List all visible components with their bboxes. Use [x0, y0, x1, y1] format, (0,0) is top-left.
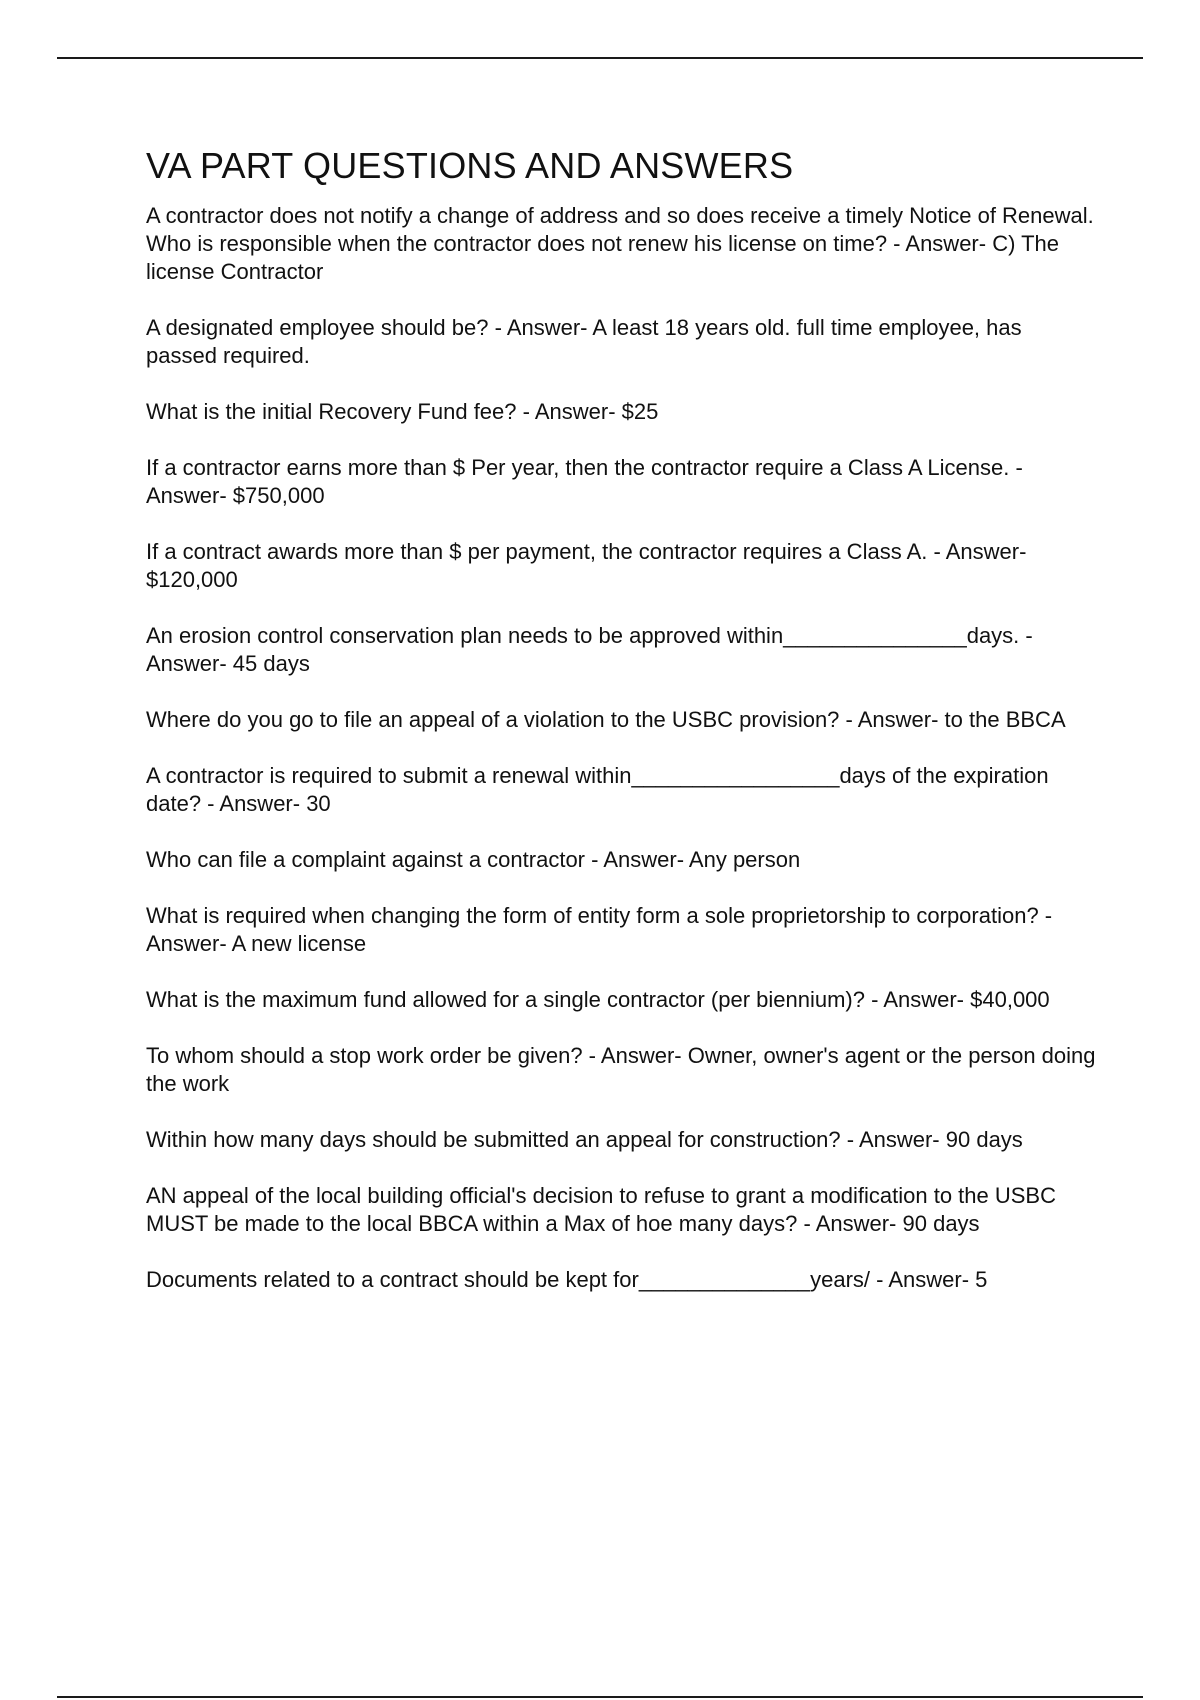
qa-item: A designated employee should be? - Answer- A least 18 years old. full time employee, has passed required.	[146, 315, 1022, 368]
qa-item: What is the initial Recovery Fund fee? - Answer- $25	[146, 399, 659, 424]
document-body	[146, 142, 1096, 1322]
qa-item: Documents related to a contract should be kept for______________years/ - Answer- 5	[146, 1267, 988, 1292]
qa-item: Within how many days should be submitted an appeal for construction? - Answer- 90 days	[146, 1127, 1023, 1152]
qa-item: To whom should a stop work order be given? - Answer- Owner, owner's agent or the person doing the work	[146, 1043, 1096, 1096]
qa-item: If a contractor earns more than $ Per year, then the contractor require a Class A License. - Answer- $750,000	[146, 455, 1023, 508]
qa-item: Where do you go to file an appeal of a violation to the USBC provision? - Answer- to the BBCA	[146, 707, 1066, 732]
page-title: VA PART QUESTIONS AND ANSWERS	[146, 145, 794, 186]
qa-item: A contractor does not notify a change of address and so does receive a timely Notice of Renewal. Who is responsible when the contractor does not renew his license on time? - Answer- C) The license Contractor	[146, 203, 1094, 284]
qa-item: If a contract awards more than $ per payment, the contractor requires a Class A. - Answer- $120,000	[146, 539, 1027, 592]
top-divider	[57, 57, 1143, 59]
bottom-divider	[57, 1696, 1143, 1698]
qa-item: A contractor is required to submit a renewal within_________________days of the expiration date? - Answer- 30	[146, 763, 1049, 816]
qa-item: What is the maximum fund allowed for a single contractor (per biennium)? - Answer- $40,000	[146, 987, 1050, 1012]
qa-item: What is required when changing the form of entity form a sole proprietorship to corporation? - Answer- A new license	[146, 903, 1053, 956]
qa-item: An erosion control conservation plan needs to be approved within_______________days. - Answer- 45 days	[146, 623, 1033, 676]
qa-item: AN appeal of the local building official's decision to refuse to grant a modification to the USBC MUST be made to the local BBCA within a Max of hoe many days? - Answer- 90 days	[146, 1183, 1056, 1236]
qa-item: Who can file a complaint against a contractor - Answer- Any person	[146, 847, 801, 872]
